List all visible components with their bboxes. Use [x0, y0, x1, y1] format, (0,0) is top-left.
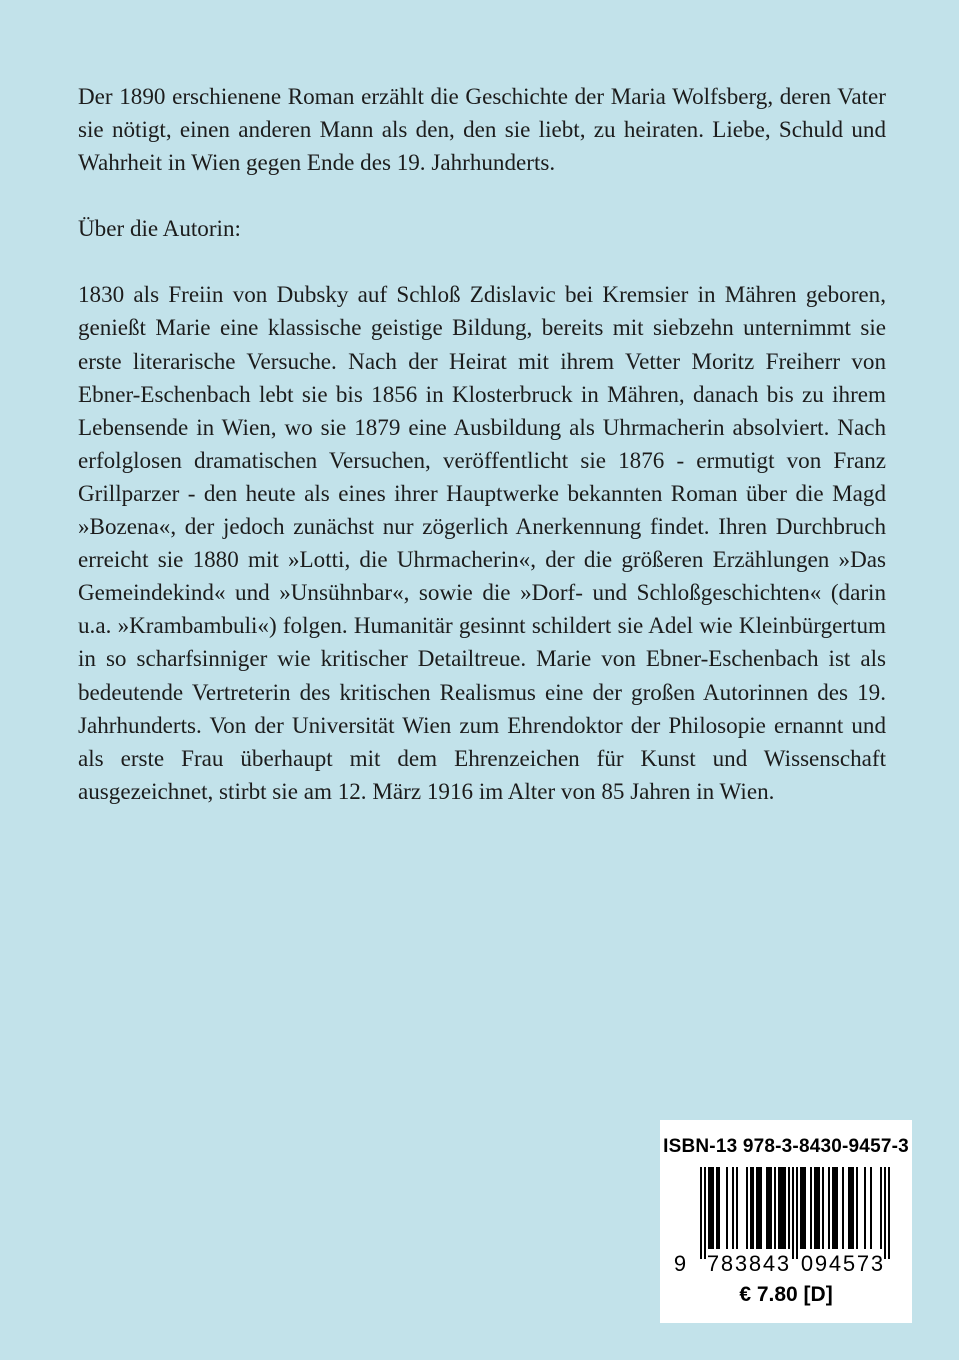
barcode-bar [828, 1167, 830, 1249]
barcode-bar [778, 1167, 786, 1249]
barcode-bar [842, 1167, 844, 1249]
price-label: € 7.80 [D] [739, 1283, 833, 1306]
barcode-digit-right: 3 [870, 1251, 884, 1276]
barcode-digit-left: 8 [720, 1251, 734, 1276]
barcode-guard-bar [888, 1167, 890, 1259]
barcode-bar [732, 1167, 734, 1249]
barcode-digit-right: 5 [842, 1251, 856, 1276]
barcode-bar [864, 1167, 866, 1249]
barcode-bar [774, 1167, 776, 1249]
barcode-guard-bar [884, 1167, 886, 1259]
barcode-bar [756, 1167, 762, 1249]
isbn-barcode-box [660, 1120, 912, 1323]
barcode-bar [766, 1167, 772, 1249]
barcode-digit-right: 9 [814, 1251, 828, 1276]
barcode-bar [750, 1167, 754, 1249]
barcode-guard-bar [704, 1167, 706, 1259]
cover-text [78, 80, 886, 808]
barcode-digit-first: 9 [673, 1251, 687, 1276]
barcode-bar [716, 1167, 720, 1249]
blurb-paragraph: Der 1890 erschienene Roman erzählt die Geschichte der Maria Wolfsberg, deren Vater sie nötigt, einen anderen Mann als den, den sie liebt, zu heiraten. Liebe, Schuld und Wahrheit in Wien gegen Ende des 19. Jahrhunderts. [78, 83, 886, 176]
barcode-digit-right: 7 [856, 1251, 870, 1276]
barcode-bar [822, 1167, 824, 1249]
barcode-digit-right: 4 [828, 1251, 842, 1276]
barcode-bar [726, 1167, 728, 1249]
barcode-digit-left: 7 [706, 1251, 720, 1276]
barcode-digit-left: 8 [748, 1251, 762, 1276]
barcode-bar [788, 1167, 790, 1249]
barcode-guard-bar [792, 1167, 794, 1259]
author-biography: 1830 als Freiin von Dubsky auf Schloß Zdislavic bei Kremsier in Mähren geboren, genießt Marie eine klassische geistige Bildung, bereits mit siebzehn unternimmt sie erste literarische Versuche. Nach der Heirat mit ihrem Vetter Moritz Freiherr von Ebner-Eschenbach lebt sie bis 1856 in Klosterbruck in Mähren, danach bis zu ihrem Lebensende in Wien, wo sie 1879 eine Ausbildung als Uhrmacherin absolviert. Nach erfolglosen dramatischen Versuchen, veröffentlicht sie 1876 - ermutigt von Franz Grillparzer - den heute als eines ihrer Hauptwerke bekannten Roman über die Magd »Bozena«, der jedoch zunächst nur zögerlich Anerkennung findet. Ihren Durchbruch erreicht sie 1880 mit »Lotti, die Uhrmacherin«, der die größeren Erzählungen »Das Gemeindekind« und »Unsühnbar«, sowie die »Dorf- und Schloßgeschichten« (darin u.a. »Krambambuli«) folgen. Humanitär gesinnt schildert sie Adel wie Kleinbürgertum in so scharfsinniger wie kritischer Detailtreue. Marie von Ebner-Eschenbach ist als bedeutende Vertreterin des kritischen Realismus eine der großen Autorinnen des 19. Jahrhunderts. Von der Universität Wien zum Ehrendoktor der Philosopie ernannt und als erste Frau überhaupt mit dem Ehrenzeichen für Kunst und Wissenschaft ausgezeichnet, stirbt sie am 12. März 1916 im Alter von 85 Jahren in Wien. [78, 281, 886, 804]
barcode-digit-left: 3 [776, 1251, 790, 1276]
barcode-digit-left: 3 [734, 1251, 748, 1276]
barcode-digit-right: 0 [800, 1251, 814, 1276]
barcode-bar [880, 1167, 882, 1249]
barcode-bar [848, 1167, 854, 1249]
barcode-bar [810, 1167, 812, 1249]
isbn-label: ISBN-13 978-3-8430-9457-3 [663, 1136, 909, 1157]
about-author-heading: Über die Autorin: [78, 215, 241, 242]
barcode-bar [708, 1167, 714, 1249]
barcode-digit-left: 4 [762, 1251, 776, 1276]
barcode [672, 1167, 900, 1277]
barcode-bar [870, 1167, 872, 1249]
barcode-bar [736, 1167, 738, 1249]
barcode-bar [856, 1167, 858, 1249]
barcode-guard-bar [700, 1167, 702, 1259]
barcode-bar [814, 1167, 820, 1249]
barcode-guard-bar [796, 1167, 798, 1259]
barcode-bar [832, 1167, 838, 1249]
barcode-bar [746, 1167, 748, 1249]
barcode-bar [800, 1167, 806, 1249]
